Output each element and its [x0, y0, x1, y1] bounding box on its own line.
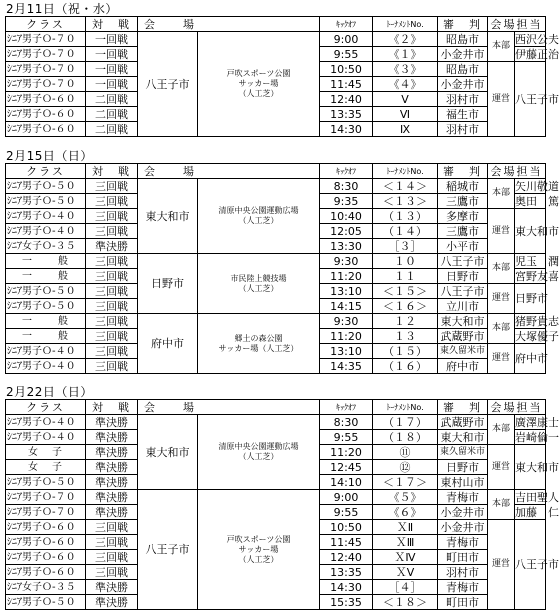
- kickoff-cell: 8:30: [320, 179, 373, 194]
- venue-name: 市民陸上競技場 （人工芝）: [198, 254, 320, 314]
- match-cell: 二回戦: [86, 122, 138, 137]
- tournament-no-cell: １３: [373, 329, 438, 344]
- header-tournament-no: ﾄｰﾅﾒﾝﾄNo.: [373, 164, 438, 179]
- tournament-no-cell: ＸⅡ: [373, 520, 438, 535]
- kickoff-cell: 10:50: [320, 62, 373, 77]
- match-cell: 三回戦: [86, 550, 138, 565]
- class-cell: ｼﾆｱ男子Ｏ-７０: [6, 32, 86, 47]
- referee-cell: 青梅市: [438, 490, 488, 505]
- referee-cell: 日野市: [438, 460, 488, 475]
- tournament-no-cell: ⑫: [373, 460, 438, 475]
- tournament-no-cell: Ⅵ: [373, 107, 438, 122]
- kickoff-cell: 11:20: [320, 269, 373, 284]
- match-cell: 準決勝: [86, 415, 138, 430]
- class-cell: ｼﾆｱ男子Ｏ-６０: [6, 535, 86, 550]
- staff-name: 西沢公夫: [515, 32, 559, 46]
- kickoff-cell: 14:10: [320, 475, 373, 490]
- staff-name: 吉田聖人: [515, 490, 559, 504]
- referee-cell: 町田市: [438, 550, 488, 565]
- class-cell: ｼﾆｱ男子Ｏ-６０: [6, 107, 86, 122]
- match-cell: 三回戦: [86, 284, 138, 299]
- header-referee: 審 判: [438, 164, 488, 179]
- match-cell: 準決勝: [86, 505, 138, 520]
- staff-name: 児玉 潤: [515, 254, 559, 268]
- header-tournament-no: ﾄｰﾅﾒﾝﾄNo.: [373, 17, 438, 32]
- kickoff-cell: 12:40: [320, 550, 373, 565]
- kickoff-cell: 9:30: [320, 314, 373, 329]
- header-match: 対 戦: [86, 400, 138, 415]
- match-cell: 三回戦: [86, 314, 138, 329]
- match-cell: 三回戦: [86, 535, 138, 550]
- referee-cell: 東久留米市: [438, 344, 488, 359]
- tournament-no-cell: ＜１７＞: [373, 475, 438, 490]
- match-cell: 三回戦: [86, 179, 138, 194]
- referee-cell: 立川市: [438, 299, 488, 314]
- match-cell: 三回戦: [86, 565, 138, 580]
- tournament-no-cell: ＜１４＞: [373, 179, 438, 194]
- tournament-no-cell: 《２》: [373, 32, 438, 47]
- tournament-no-cell: Ⅸ: [373, 122, 438, 137]
- staff-name: 加藤 仁: [515, 505, 559, 519]
- venue-city: 日野市: [138, 254, 198, 314]
- match-cell: 三回戦: [86, 269, 138, 284]
- staff-role: 本部: [488, 32, 515, 62]
- match-cell: 準決勝: [86, 595, 138, 610]
- venue-name: 郷土の森公園 サッカー場（人工芝）: [198, 314, 320, 374]
- header-row: [6, 400, 546, 415]
- staff-name: 八王子市: [515, 520, 546, 610]
- staff-name: 矢川敬道: [515, 179, 559, 193]
- kickoff-cell: 15:35: [320, 595, 373, 610]
- kickoff-cell: 9:55: [320, 47, 373, 62]
- referee-cell: 武蔵野市: [438, 329, 488, 344]
- table-row: [6, 314, 546, 329]
- staff-role: 本部: [488, 314, 515, 344]
- header-match: 対 戦: [86, 164, 138, 179]
- class-cell: ｼﾆｱ男子Ｏ-４０: [6, 224, 86, 239]
- kickoff-cell: 10:40: [320, 209, 373, 224]
- match-cell: 三回戦: [86, 359, 138, 374]
- referee-cell: 小金井市: [438, 505, 488, 520]
- referee-cell: 町田市: [438, 595, 488, 610]
- kickoff-cell: 14:30: [320, 122, 373, 137]
- match-cell: 準決勝: [86, 445, 138, 460]
- tournament-no-cell: ＜１６＞: [373, 299, 438, 314]
- kickoff-cell: 8:30: [320, 415, 373, 430]
- venue-city: 府中市: [138, 314, 198, 374]
- kickoff-cell: 13:10: [320, 284, 373, 299]
- class-cell: ｼﾆｱ男子Ｏ-７０: [6, 47, 86, 62]
- tournament-no-cell: （１３）: [373, 209, 438, 224]
- venue-city: 八王子市: [138, 490, 198, 610]
- tournament-no-cell: 《５》: [373, 490, 438, 505]
- class-cell: ｼﾆｱ男子Ｏ-５０: [6, 284, 86, 299]
- referee-cell: 青梅市: [438, 580, 488, 595]
- kickoff-cell: 11:20: [320, 445, 373, 460]
- class-cell: ｼﾆｱ男子Ｏ-６０: [6, 550, 86, 565]
- referee-cell: 小金井市: [438, 77, 488, 92]
- referee-cell: 小金井市: [438, 520, 488, 535]
- tournament-no-cell: ［４］: [373, 580, 438, 595]
- match-cell: 三回戦: [86, 224, 138, 239]
- kickoff-cell: 11:45: [320, 535, 373, 550]
- kickoff-cell: 14:30: [320, 580, 373, 595]
- table-row: [6, 415, 546, 430]
- class-cell: ｼﾆｱ男子Ｏ-４０: [6, 430, 86, 445]
- match-cell: 三回戦: [86, 209, 138, 224]
- match-cell: 二回戦: [86, 107, 138, 122]
- referee-cell: 小金井市: [438, 47, 488, 62]
- tournament-no-cell: １２: [373, 314, 438, 329]
- class-cell: 一 般: [6, 269, 86, 284]
- staff-role: 運営: [488, 284, 515, 314]
- header-class: クラス: [6, 164, 86, 179]
- header-class: クラス: [6, 17, 86, 32]
- class-cell: ｼﾆｱ男子Ｏ-５０: [6, 179, 86, 194]
- header-referee: 審 判: [438, 400, 488, 415]
- header-match: 対 戦: [86, 17, 138, 32]
- tournament-no-cell: （１５）: [373, 344, 438, 359]
- referee-cell: 福生市: [438, 107, 488, 122]
- tournament-no-cell: （１７）: [373, 415, 438, 430]
- kickoff-cell: 14:35: [320, 359, 373, 374]
- referee-cell: 羽村市: [438, 92, 488, 107]
- kickoff-cell: 12:40: [320, 92, 373, 107]
- staff-name: 奥田 篤: [515, 194, 559, 208]
- kickoff-cell: 9:00: [320, 490, 373, 505]
- match-cell: 準決勝: [86, 490, 138, 505]
- tournament-no-cell: ＸⅣ: [373, 550, 438, 565]
- staff-role: 運営: [488, 520, 515, 610]
- class-cell: ｼﾆｱ男子Ｏ-６０: [6, 565, 86, 580]
- venue-name: 清原中央公園運動広場 （人工芝）: [198, 179, 320, 254]
- kickoff-cell: 9:00: [320, 32, 373, 47]
- class-cell: ｼﾆｱ男子Ｏ-６０: [6, 92, 86, 107]
- venue-name: 清原中央公園運動広場 （人工芝）: [198, 415, 320, 490]
- venue-name: 戸吹スポーツ公園 サッカー場 （人工芝）: [198, 32, 320, 137]
- table-row: [6, 254, 546, 269]
- class-cell: ｼﾆｱ男子Ｏ-６０: [6, 122, 86, 137]
- staff-name: 八王子市: [515, 62, 546, 137]
- schedule-table-feb11: [5, 16, 559, 137]
- class-cell: 女 子: [6, 445, 86, 460]
- match-cell: 三回戦: [86, 344, 138, 359]
- tournament-no-cell: （１８）: [373, 430, 438, 445]
- staff-name: 岩崎倫一: [515, 430, 559, 444]
- staff-name: 猪野貴志: [515, 314, 559, 328]
- venue-city: 東大和市: [138, 415, 198, 490]
- class-cell: ｼﾆｱ男子Ｏ-４０: [6, 344, 86, 359]
- kickoff-cell: 10:50: [320, 520, 373, 535]
- match-cell: 準決勝: [86, 475, 138, 490]
- staff-role: 運営: [488, 445, 515, 490]
- venue-city: 東大和市: [138, 179, 198, 254]
- referee-cell: 多摩市: [438, 209, 488, 224]
- staff-name: 東大和市: [515, 445, 546, 490]
- tournament-no-cell: ＸⅤ: [373, 565, 438, 580]
- referee-cell: 小平市: [438, 239, 488, 254]
- venue-name: 戸吹スポーツ公園 サッカー場 （人工芝）: [198, 490, 320, 610]
- match-cell: 一回戦: [86, 77, 138, 92]
- class-cell: ｼﾆｱ男子Ｏ-４０: [6, 359, 86, 374]
- class-cell: ｼﾆｱ男子Ｏ-７０: [6, 490, 86, 505]
- staff-name: 伊藤正治: [515, 47, 559, 61]
- header-staff: 会場担当: [488, 400, 546, 415]
- header-staff: 会場担当: [488, 164, 546, 179]
- schedule-table-feb15: [5, 163, 559, 374]
- schedule-table-feb22: [5, 399, 559, 610]
- referee-cell: 三鷹市: [438, 194, 488, 209]
- class-cell: 一 般: [6, 314, 86, 329]
- match-cell: 三回戦: [86, 520, 138, 535]
- tournament-no-cell: １１: [373, 269, 438, 284]
- staff-role: 本部: [488, 254, 515, 284]
- staff-role: 運営: [488, 209, 515, 254]
- venue-city: 八王子市: [138, 32, 198, 137]
- kickoff-cell: 13:30: [320, 239, 373, 254]
- class-cell: ｼﾆｱ男子Ｏ-７０: [6, 77, 86, 92]
- staff-name: 大塚優子: [515, 329, 559, 343]
- header-kickoff: ｷｯｸｵﾌ: [320, 164, 373, 179]
- kickoff-cell: 9:55: [320, 430, 373, 445]
- tournament-no-cell: （１４）: [373, 224, 438, 239]
- staff-role: 本部: [488, 179, 515, 209]
- class-cell: ｼﾆｱ男子Ｏ-５０: [6, 595, 86, 610]
- header-kickoff: ｷｯｸｵﾌ: [320, 17, 373, 32]
- tournament-no-cell: （１６）: [373, 359, 438, 374]
- referee-cell: 東久留米市: [438, 445, 488, 460]
- kickoff-cell: 9:35: [320, 194, 373, 209]
- match-cell: 準決勝: [86, 460, 138, 475]
- header-row: [6, 17, 546, 32]
- referee-cell: 昭島市: [438, 32, 488, 47]
- table-row: [6, 179, 546, 194]
- tournament-no-cell: Ⅴ: [373, 92, 438, 107]
- date-heading-1: 2月11日（祝・水）: [6, 2, 118, 16]
- class-cell: ｼﾆｱ男子Ｏ-４０: [6, 415, 86, 430]
- referee-cell: 東大和市: [438, 430, 488, 445]
- header-kickoff: ｷｯｸｵﾌ: [320, 400, 373, 415]
- staff-name: 廣澤康士: [515, 415, 559, 429]
- referee-cell: 羽村市: [438, 565, 488, 580]
- kickoff-cell: 11:20: [320, 329, 373, 344]
- class-cell: 一 般: [6, 254, 86, 269]
- tournament-no-cell: 《６》: [373, 505, 438, 520]
- referee-cell: 三鷹市: [438, 224, 488, 239]
- kickoff-cell: 9:55: [320, 505, 373, 520]
- header-tournament-no: ﾄｰﾅﾒﾝﾄNo.: [373, 400, 438, 415]
- staff-role: 運営: [488, 344, 515, 374]
- staff-role: 運営: [488, 62, 515, 137]
- staff-role: 本部: [488, 415, 515, 445]
- match-cell: 準決勝: [86, 580, 138, 595]
- tournament-no-cell: ＜１３＞: [373, 194, 438, 209]
- class-cell: ｼﾆｱ男子Ｏ-７０: [6, 62, 86, 77]
- referee-cell: 武蔵野市: [438, 415, 488, 430]
- match-cell: 三回戦: [86, 299, 138, 314]
- header-class: クラス: [6, 400, 86, 415]
- referee-cell: 日野市: [438, 269, 488, 284]
- tournament-no-cell: 《４》: [373, 77, 438, 92]
- referee-cell: 東大和市: [438, 314, 488, 329]
- kickoff-cell: 12:05: [320, 224, 373, 239]
- class-cell: ｼﾆｱ女子Ｏ-３５: [6, 239, 86, 254]
- staff-name: 府中市: [515, 344, 546, 374]
- tournament-no-cell: ＸⅢ: [373, 535, 438, 550]
- tournament-no-cell: 《１》: [373, 47, 438, 62]
- header-venue: 会 場: [138, 164, 320, 179]
- match-cell: 一回戦: [86, 32, 138, 47]
- date-heading-2: 2月15日（日）: [6, 149, 93, 163]
- referee-cell: 青梅市: [438, 535, 488, 550]
- class-cell: ｼﾆｱ男子Ｏ-７０: [6, 505, 86, 520]
- staff-name: 宮野友喜: [515, 269, 559, 283]
- match-cell: 準決勝: [86, 430, 138, 445]
- kickoff-cell: 13:10: [320, 344, 373, 359]
- tournament-no-cell: ［３］: [373, 239, 438, 254]
- class-cell: 一 般: [6, 329, 86, 344]
- match-cell: 二回戦: [86, 92, 138, 107]
- match-cell: 三回戦: [86, 254, 138, 269]
- kickoff-cell: 14:15: [320, 299, 373, 314]
- tournament-no-cell: ＜１８＞: [373, 595, 438, 610]
- staff-name: 東大和市: [515, 209, 546, 254]
- match-cell: 一回戦: [86, 47, 138, 62]
- referee-cell: 昭島市: [438, 62, 488, 77]
- match-cell: 一回戦: [86, 62, 138, 77]
- kickoff-cell: 13:35: [320, 565, 373, 580]
- class-cell: ｼﾆｱ男子Ｏ-５０: [6, 194, 86, 209]
- staff-name: 日野市: [515, 284, 546, 314]
- header-venue: 会 場: [138, 400, 320, 415]
- referee-cell: 八王子市: [438, 284, 488, 299]
- table-row: [6, 32, 546, 47]
- header-venue: 会 場: [138, 17, 320, 32]
- header-referee: 審 判: [438, 17, 488, 32]
- class-cell: ｼﾆｱ男子Ｏ-４０: [6, 209, 86, 224]
- referee-cell: 八王子市: [438, 254, 488, 269]
- class-cell: ｼﾆｱ男子Ｏ-５０: [6, 475, 86, 490]
- class-cell: ｼﾆｱ男子Ｏ-６０: [6, 520, 86, 535]
- class-cell: ｼﾆｱ男子Ｏ-５０: [6, 299, 86, 314]
- tournament-no-cell: ⑪: [373, 445, 438, 460]
- match-cell: 三回戦: [86, 194, 138, 209]
- referee-cell: 東村山市: [438, 475, 488, 490]
- class-cell: 女 子: [6, 460, 86, 475]
- match-cell: 三回戦: [86, 329, 138, 344]
- class-cell: ｼﾆｱ女子Ｏ-３５: [6, 580, 86, 595]
- staff-role: 本部: [488, 490, 515, 520]
- tournament-no-cell: １０: [373, 254, 438, 269]
- referee-cell: 府中市: [438, 359, 488, 374]
- referee-cell: 羽村市: [438, 122, 488, 137]
- match-cell: 準決勝: [86, 239, 138, 254]
- tournament-no-cell: ＜１５＞: [373, 284, 438, 299]
- header-staff: 会場担当: [488, 17, 546, 32]
- referee-cell: 稲城市: [438, 179, 488, 194]
- kickoff-cell: 9:30: [320, 254, 373, 269]
- tournament-no-cell: 《３》: [373, 62, 438, 77]
- kickoff-cell: 12:45: [320, 460, 373, 475]
- kickoff-cell: 11:45: [320, 77, 373, 92]
- kickoff-cell: 13:35: [320, 107, 373, 122]
- header-row: [6, 164, 546, 179]
- date-heading-3: 2月22日（日）: [6, 385, 93, 399]
- table-row: [6, 490, 546, 505]
